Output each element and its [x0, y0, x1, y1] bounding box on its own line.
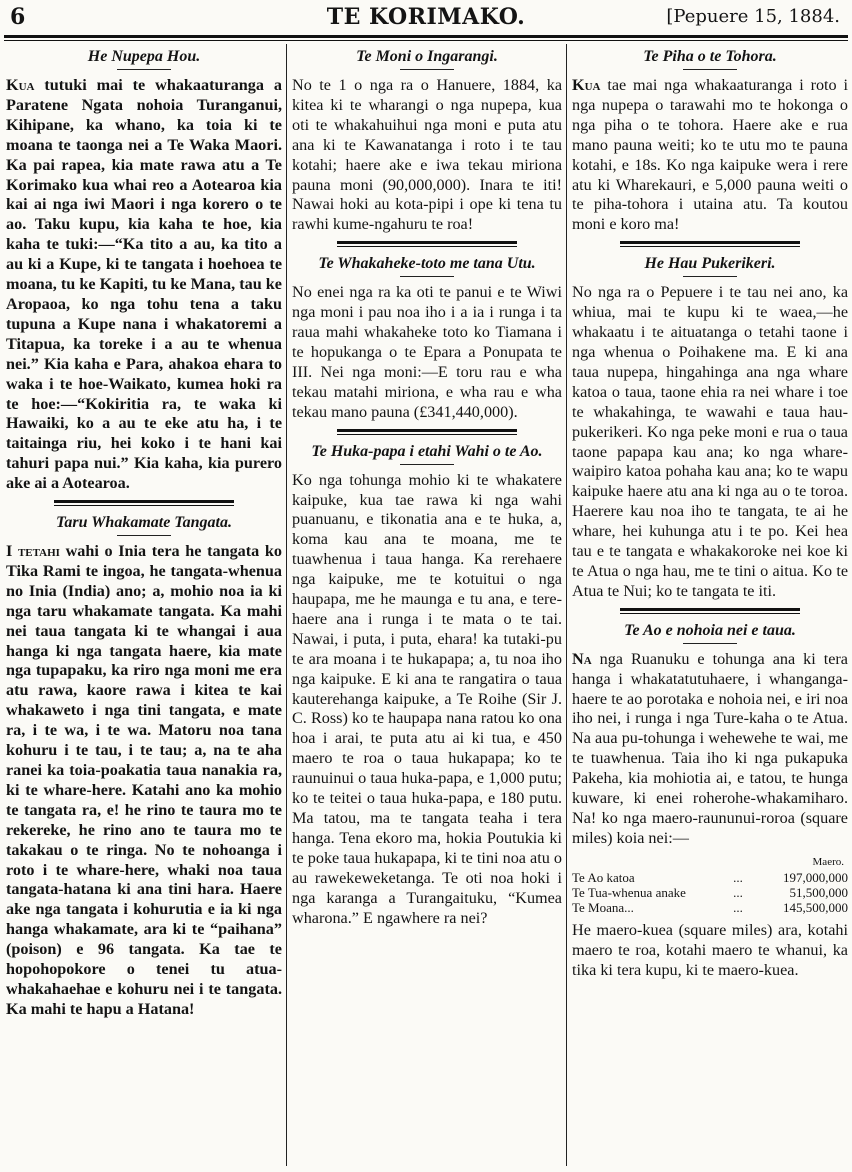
article-body: No te 1 o nga ra o Hanuere, 1884, ka kitea ki te wharangi o nga nupepa, kua oti te whakahuihui nga moni e puta atu ana ki te Kawanatanga i roto i te tau kotahi; haere ake e iwa tekau miriona pauna moni (90,000,000). Inara te iti! Nawai hoki au kota-pipi i ope ki tena tu rawhi kume-ngahuru te roa!	[292, 76, 562, 234]
row-dots: ...	[733, 869, 743, 885]
article-heading: Te Ao e nohoia nei e taua.	[572, 622, 848, 644]
article-heading: Te Piha o te Tohora.	[572, 48, 848, 70]
masthead	[6, 4, 846, 34]
row-label: Te Tua-whenua anake	[572, 884, 686, 900]
article-heading: He Nupepa Hou.	[6, 48, 282, 70]
column-2	[292, 44, 562, 1168]
article-separator	[337, 241, 517, 247]
article-heading: Taru Whakamate Tangata.	[6, 514, 282, 536]
article-huka-papa	[292, 443, 562, 929]
article-heading: He Hau Pukerikeri.	[572, 255, 848, 277]
column-divider	[286, 44, 287, 1166]
article-taru-whakamate	[6, 514, 282, 1020]
article-body: Ko nga tohunga mohio ki te whakatere kaipuke, kua tae rawa ki nga wahi puanuanu, e tikonatia ana e te huka, a, koma kau ana te moana, me te tuawhenua i taua hanga. Ka rerehaere nga kaipuke, me te kotuitui o nga haupapa, me he maunga e tu ana, e tere-haere ana i runga i te mata o te tai. Nawai, i puta, i puta, ehara! ka tutaki-pu te ara moana i te hukapapa; a, tu noa iho nga kaipuke. E ki ana te rangatira o taua kauterehanga kaipuke, a Te Roihe (Sir J. C. Ross) ko te haupapa nana ratou ko ona hoa i arai, te puta atu ai ki tua, e 450 maero te roa o taua hukapapa; ko te raunuinui o taua huka-papa, e 1,000 putu; ko te teitei o taua huka-papa, e 180 putu. Ma tatou, ma te tangata teaha i tera hanga. Tena ekoro ma, hokia Poutukia ki te poke taua hukapapa, ki te tini noa atu o au rawekeweketanga. Te oti noa hoki i nga karanga a Turangaituku, “Kumea wharona.” E ngawhere ra nei?	[292, 470, 562, 927]
article-nupepa-hou	[6, 48, 282, 494]
row-value: 145,500,000	[783, 899, 848, 915]
article-separator	[54, 500, 234, 506]
article-text: tae mai nga whakaaturanga i roto i nga nupepa o tarawahi mo te hokonga o nga piha o te tohora. Haere ake e rua mano pauna weiti; ko te utu mo te pauna kotahi, e 18s. Ko nga kaipuke wera i rere atu ki Wharekauri, e 5,000 pauna weiti o te piha-tohora i utaina atu. Ta koutou moni e koro ma!	[572, 76, 848, 234]
column-3	[572, 44, 848, 1168]
newspaper-title: TE KORIMAKO.	[326, 4, 526, 30]
article-text: nga Ruanuku e tohunga ana ki tera hanga i whakatatutuhaere, i whanganga-haere te ao porotaka e nohoia nei, e iri noa iho nei, i runga i nga Ture-kaha o te Atua. Na aua pu-tohunga i wehewehe te wai, me te tuawhenua. Taia iho ki nga pukapuka Pakeha, kia mohiotia ai, e tatou, te hunga kuware, ki enei roherohe-whakamiharo. Na! ko nga maero-raununui-roroa (square miles) koia nei:—	[572, 649, 848, 847]
article-body	[572, 650, 848, 849]
article-text: wahi o Inia tera he tangata ko Tika Rami te ingoa, he tangata-whenua no Inia (India) ano; a, mohio noa ia ki nga taru whakamate tangata. Ka mahi nei taua tangata ki te whangai i aua hanga ki nga tangata haere, kia mate nga tupapaku, ka riro nga moni me era atu rawa, kaore rawa i kitea te kai whakaweto i nga tini tangata, e mate ra, i te wa, i te wa. Matoru noa tana kohuru i te tau, i te tau; a, na te aha ranei ka toia-poakatia taua nanakia ra, ki te whare-here. Katahi ano ka mohio te tangata ra, e! he rino te taura mo te rekereke, he rino ano te taura mo te takakau o te ringa. No te nohoanga i roto i te whare-here, whaki noa taua tangata-hatana ki ana tini hara. Haere ake nga tangata i kohurutia e ia ki nga hanga whakamate, ara ki te “paihana” (poison) e 96 tangata. Ka tae te hopohopokore o tenei tu atua-whakahaehae e kohuru nei i te tangata. Ka mahi te hapu a Hatana!	[6, 542, 282, 1018]
table-row	[572, 900, 848, 915]
masthead-rule-thin	[4, 40, 848, 41]
masthead-rule	[4, 35, 848, 38]
area-table	[572, 855, 848, 915]
article-body	[6, 76, 282, 494]
article-te-ao	[572, 622, 848, 981]
lead-word: Kua	[6, 76, 35, 94]
issue-date: [Pepuere 15, 1884.	[666, 6, 840, 27]
article-body-after-table: He maero-kuea (square miles) ara, kotahi maero te roa, kotahi maero te whanui, ka tika ki tera kupu, ki te maero-kuea.	[572, 920, 848, 979]
row-value: 197,000,000	[783, 869, 848, 885]
row-dots: ...	[733, 899, 743, 915]
article-body: No enei nga ra ka oti te panui e te Wiwi nga moni i pau noa iho i a ia i runga i ta raua mahi whakaheke toto ko Tiamana i te hopukanga o te Epara a Ponupata te III. Nei nga moni:—E toru rau e wha tekau matahi miriona, e wha rau e wha tekau mano pauna (£341,440,000).	[292, 283, 562, 421]
row-value: 51,500,000	[789, 884, 848, 900]
table-unit-header: Maero.	[812, 855, 844, 868]
article-separator	[620, 608, 800, 614]
row-label: Te Moana...	[572, 899, 634, 915]
article-hau-pukerikeri	[572, 255, 848, 602]
table-row	[572, 870, 848, 885]
article-text: tutuki mai te whakaaturanga a Paratene Ngata nohoia Turanganui, Kihipane, ka whano, ka toia ki te moana te taonga nei a Te Waka Maori. Ka pai rapea, kia mate rawa atu a Te Korimako kua whai reo a Aotearoa kia kai ai nga iwi Maori i nga korero o te ao. Taku kupu, kia kaha te hoe, kia kaha te tuki:—“Ka tito a au, ka tito a au ki a Kupe, ki te tangata i hoehoea te moana, tu ke Kapiti, tu ke Mana, tau ke Aropaoa, ko nga tohu tena a taku tupuna a Kupe nana i whakatoremi a Titapua, ka toreke i a au te whenua nei.” Kia kaha e Para, ahakoa ehara to waka i te hoe-Waikato, kumea hoki ra te hoe:—“Kokiritia ra, te waka ki Hawaiki, ko a au te eke atu ha, i te taitainga riu, hei koko i te hani kai tahuri papa nui.” Kia kaha, kia purero ake ai a Aotearoa.	[6, 76, 282, 493]
row-dots: ...	[733, 884, 743, 900]
article-body	[572, 76, 848, 235]
table-row	[572, 885, 848, 900]
lead-word: Kua	[572, 76, 601, 94]
article-separator	[620, 241, 800, 247]
column-1	[6, 44, 282, 1168]
article-separator	[337, 429, 517, 435]
article-heading: Te Whakaheke-toto me tana Utu.	[292, 255, 562, 277]
column-divider	[566, 44, 567, 1166]
page-number: 6	[10, 4, 26, 30]
article-moni-ingarangi	[292, 48, 562, 235]
article-body: No nga ra o Pepuere i te tau nei ano, ka whiua, mai te kupu ki te waea,—he whakaatu i te aituatanga o tetahi taone i nga whenua o Poihakene ma. E ki ana taua nupepa, hingahinga ana nga whare katoa o taua, taone ehia ra nei whare i toe te whakahinga, te wawahi e taua hau-pukerikeri. Ko nga peke moni e rua o taua taone papapa kau ana; ko nga whare-waipiro katoa pohaha kau ana; ko te wapu kaipuke haere atu ana ki nga au o te toroa. Haerere kau noa iho te tangata, te ai he whare, hei kuhunga atu i te po. Kei hea tau e te tangata e whakakoroke nei koe ki te Atua o nga hau, me te tini o aitua. Ko te Atua te Nui; ko te tangata te iti.	[572, 283, 848, 600]
lead-word: Na	[572, 649, 592, 668]
article-piha-tohora	[572, 48, 848, 235]
lead-word: I tetahi	[6, 542, 60, 561]
article-whakaheke-toto	[292, 255, 562, 422]
article-body	[6, 542, 282, 1020]
article-heading: Te Huka-papa i etahi Wahi o te Ao.	[292, 443, 562, 465]
article-heading: Te Moni o Ingarangi.	[292, 48, 562, 70]
row-label: Te Ao katoa	[572, 869, 635, 885]
